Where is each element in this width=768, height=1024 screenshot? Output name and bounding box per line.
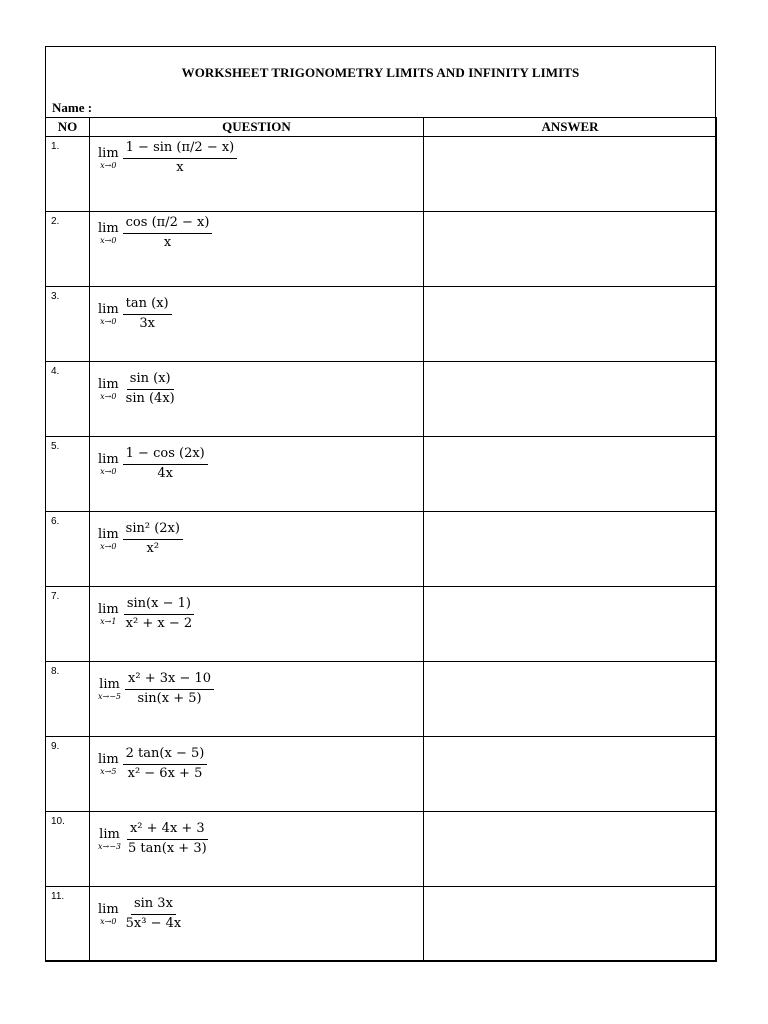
- lim-subscript: x→0: [100, 235, 117, 245]
- lim-subscript: x→0: [100, 391, 117, 401]
- table-row: [46, 512, 717, 587]
- denominator: sin (4x): [125, 390, 175, 406]
- numerator: sin (x): [127, 372, 174, 390]
- limit-operator: [98, 303, 119, 326]
- fraction: [123, 447, 208, 482]
- limit-operator: [98, 378, 119, 401]
- question-cell: [90, 587, 424, 662]
- question-rows: [46, 137, 717, 962]
- question-cell: [90, 662, 424, 737]
- lim-word: lim: [98, 376, 119, 392]
- header-question: QUESTION: [90, 118, 424, 137]
- row-number: 11.: [51, 891, 65, 902]
- fraction: [125, 672, 214, 707]
- limit-operator: [98, 678, 121, 701]
- header-row: [46, 118, 717, 137]
- limit-expression: [98, 522, 183, 557]
- limit-expression: [98, 372, 178, 407]
- answer-cell[interactable]: [424, 812, 717, 887]
- limit-expression: [98, 447, 208, 482]
- limit-expression: [98, 747, 207, 782]
- answer-cell[interactable]: [424, 587, 717, 662]
- row-number: 1.: [51, 141, 60, 152]
- row-number: 4.: [51, 366, 60, 377]
- row-number: 2.: [51, 216, 60, 227]
- answer-cell[interactable]: [424, 362, 717, 437]
- fraction: [125, 822, 210, 857]
- limit-operator: [98, 222, 119, 245]
- lim-word: lim: [98, 901, 119, 917]
- fraction: [123, 141, 238, 176]
- row-number-cell: [46, 812, 90, 887]
- question-table: [45, 117, 717, 962]
- row-number: 8.: [51, 666, 60, 677]
- question-cell: [90, 287, 424, 362]
- fraction: [123, 597, 195, 632]
- header-answer: ANSWER: [424, 118, 717, 137]
- name-label: Name :: [52, 100, 93, 115]
- numerator: 2 tan(x − 5): [123, 747, 208, 765]
- question-cell: [90, 887, 424, 962]
- denominator: x²: [146, 540, 160, 556]
- limit-operator: [98, 603, 119, 626]
- lim-word: lim: [98, 526, 119, 542]
- lim-subscript: x→−3: [98, 841, 122, 851]
- table-row: [46, 137, 717, 212]
- denominator: 4x: [157, 465, 173, 481]
- denominator: x: [176, 159, 184, 175]
- table-row: [46, 662, 717, 737]
- limit-operator: [98, 453, 119, 476]
- limit-expression: [98, 216, 212, 251]
- row-number-cell: [46, 587, 90, 662]
- header-no: NO: [46, 118, 90, 137]
- limit-operator: [98, 753, 119, 776]
- row-number-cell: [46, 662, 90, 737]
- lim-word: lim: [98, 751, 119, 767]
- row-number: 10.: [51, 816, 65, 827]
- denominator: x: [163, 234, 172, 250]
- answer-cell[interactable]: [424, 137, 717, 212]
- table-row: [46, 737, 717, 812]
- limit-expression: [98, 897, 184, 932]
- row-number-cell: [46, 512, 90, 587]
- lim-subscript: x→0: [100, 466, 117, 476]
- fraction: [123, 372, 178, 407]
- row-number-cell: [46, 362, 90, 437]
- limit-expression: [98, 597, 195, 632]
- lim-word: lim: [98, 601, 119, 617]
- answer-cell[interactable]: [424, 737, 717, 812]
- fraction: [123, 216, 213, 251]
- numerator: x² + 4x + 3: [127, 822, 208, 840]
- answer-cell[interactable]: [424, 887, 717, 962]
- row-number-cell: [46, 437, 90, 512]
- limit-operator: [98, 147, 119, 170]
- worksheet: [45, 46, 716, 961]
- fraction: [123, 747, 208, 782]
- row-number-cell: [46, 887, 90, 962]
- question-cell: [90, 212, 424, 287]
- table-row: [46, 437, 717, 512]
- numerator: sin(x − 1): [124, 597, 194, 615]
- fraction: [123, 522, 183, 557]
- limit-operator: [98, 903, 119, 926]
- row-number-cell: [46, 737, 90, 812]
- lim-subscript: x→0: [100, 316, 117, 326]
- denominator: 5x³ − 4x: [125, 915, 182, 931]
- lim-word: lim: [98, 220, 119, 236]
- question-cell: [90, 812, 424, 887]
- question-cell: [90, 437, 424, 512]
- lim-word: lim: [99, 676, 120, 692]
- lim-word: lim: [98, 451, 119, 467]
- numerator: 1 − cos (2x): [123, 447, 208, 465]
- lim-subscript: x→0: [100, 160, 117, 170]
- lim-subscript: x→0: [100, 541, 117, 551]
- numerator: tan (x): [123, 297, 172, 315]
- row-number: 9.: [51, 741, 60, 752]
- question-cell: [90, 512, 424, 587]
- table-row: [46, 362, 717, 437]
- row-number-cell: [46, 212, 90, 287]
- row-number: 3.: [51, 291, 60, 302]
- table-row: [46, 887, 717, 962]
- limit-operator: [98, 828, 121, 851]
- table-row: [46, 212, 717, 287]
- fraction: [123, 897, 185, 932]
- row-number: 6.: [51, 516, 60, 527]
- question-cell: [90, 737, 424, 812]
- answer-cell[interactable]: [424, 437, 717, 512]
- answer-cell[interactable]: [424, 212, 717, 287]
- limit-expression: [98, 822, 210, 857]
- numerator: sin² (2x): [123, 522, 183, 540]
- lim-subscript: x→1: [100, 616, 117, 626]
- lim-word: lim: [98, 145, 119, 161]
- table-row: [46, 287, 717, 362]
- lim-subscript: x→−5: [98, 691, 122, 701]
- lim-subscript: x→0: [100, 916, 117, 926]
- denominator: x² + x − 2: [125, 615, 193, 631]
- row-number: 7.: [51, 591, 60, 602]
- numerator: sin 3x: [131, 897, 176, 915]
- question-cell: [90, 362, 424, 437]
- limit-expression: [98, 141, 237, 176]
- denominator: 3x: [139, 315, 155, 331]
- limit-expression: [98, 672, 214, 707]
- question-cell: [90, 137, 424, 212]
- numerator: cos (π/2 − x): [123, 216, 213, 234]
- denominator: 5 tan(x + 3): [128, 840, 207, 856]
- worksheet-title: WORKSHEET TRIGONOMETRY LIMITS AND INFINITY LIMITS: [181, 65, 580, 80]
- fraction: [123, 297, 172, 332]
- answer-cell[interactable]: [424, 512, 717, 587]
- lim-subscript: x→5: [100, 766, 117, 776]
- row-number-cell: [46, 137, 90, 212]
- limit-expression: [98, 297, 172, 332]
- numerator: 1 − sin (π/2 − x): [123, 141, 238, 159]
- row-number: 5.: [51, 441, 60, 452]
- numerator: x² + 3x − 10: [125, 672, 214, 690]
- lim-word: lim: [98, 301, 119, 317]
- answer-cell[interactable]: [424, 662, 717, 737]
- limit-operator: [98, 528, 119, 551]
- row-number-cell: [46, 287, 90, 362]
- answer-cell[interactable]: [424, 287, 717, 362]
- table-row: [46, 812, 717, 887]
- denominator: x² − 6x + 5: [127, 765, 203, 781]
- denominator: sin(x + 5): [137, 690, 202, 706]
- lim-word: lim: [99, 826, 120, 842]
- table-row: [46, 587, 717, 662]
